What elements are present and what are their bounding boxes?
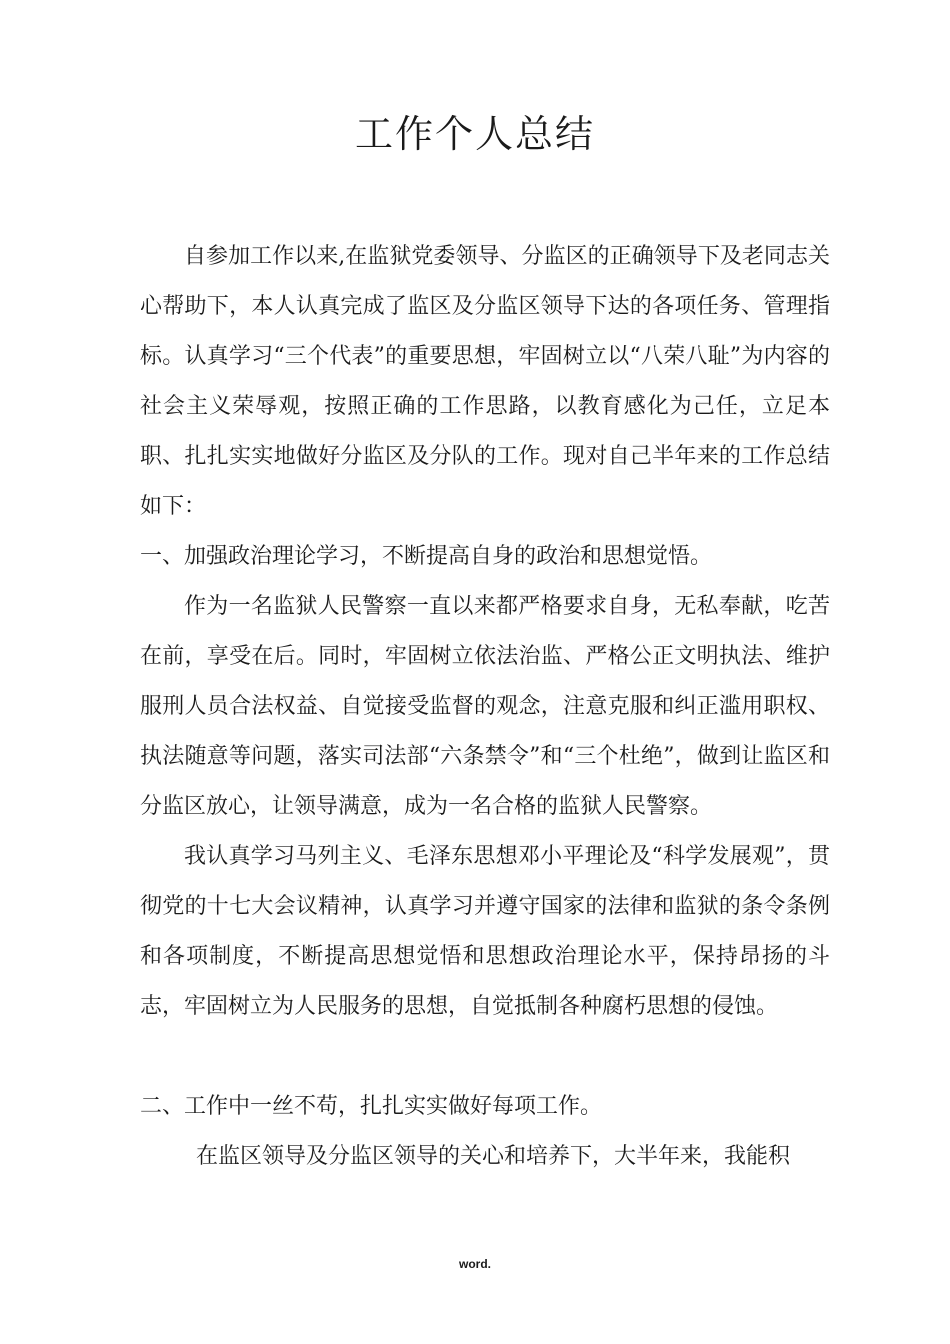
- document-body: [140, 232, 830, 1182]
- paragraph-section-1-b: 我认真学习马列主义、毛泽东思想邓小平理论及“科学发展观”，贯彻党的十七大会议精神，认真学习并遵守国家的法律和监狱的条令条例和各项制度，不断提高思想觉悟和思想政治理论水平，保持昂扬的斗志，牢固树立为人民服务的思想，自觉抵制各种腐朽思想的侵蚀。: [140, 844, 830, 1019]
- paragraph-section-2-a: 在监区领导及分监区领导的关心和培养下，大半年来，我能积: [196, 1144, 791, 1169]
- section-heading-2: 二、工作中一丝不苟，扎扎实实做好每项工作。: [140, 1094, 603, 1119]
- paragraph-spacer: [140, 1032, 830, 1082]
- page-footer: word.: [459, 1257, 491, 1271]
- document-title: 工作个人总结: [354, 112, 595, 156]
- section-heading-1: 一、加强政治理论学习，不断提高自身的政治和思想觉悟。: [140, 544, 713, 569]
- paragraph-section-1-a: 作为一名监狱人民警察一直以来都严格要求自身，无私奉献，吃苦在前，享受在后。同时，牢固树立依法治监、严格公正文明执法、维护服刑人员合法权益、自觉接受监督的观念，注意克服和纠正滥用职权、执法随意等问题，落实司法部“六条禁令”和“三个杜绝”，做到让监区和分监区放心，让领导满意，成为一名合格的监狱人民警察。: [140, 594, 830, 819]
- paragraph-intro: 自参加工作以来,在监狱党委领导、分监区的正确领导下及老同志关心帮助下，本人认真完成了监区及分监区领导下达的各项任务、管理指标。认真学习“三个代表”的重要思想，牢固树立以“八荣八耻”为内容的社会主义荣辱观，按照正确的工作思路，以教育感化为己任，立足本职、扎扎实实地做好分监区及分队的工作。现对自己半年来的工作总结如下：: [140, 244, 830, 519]
